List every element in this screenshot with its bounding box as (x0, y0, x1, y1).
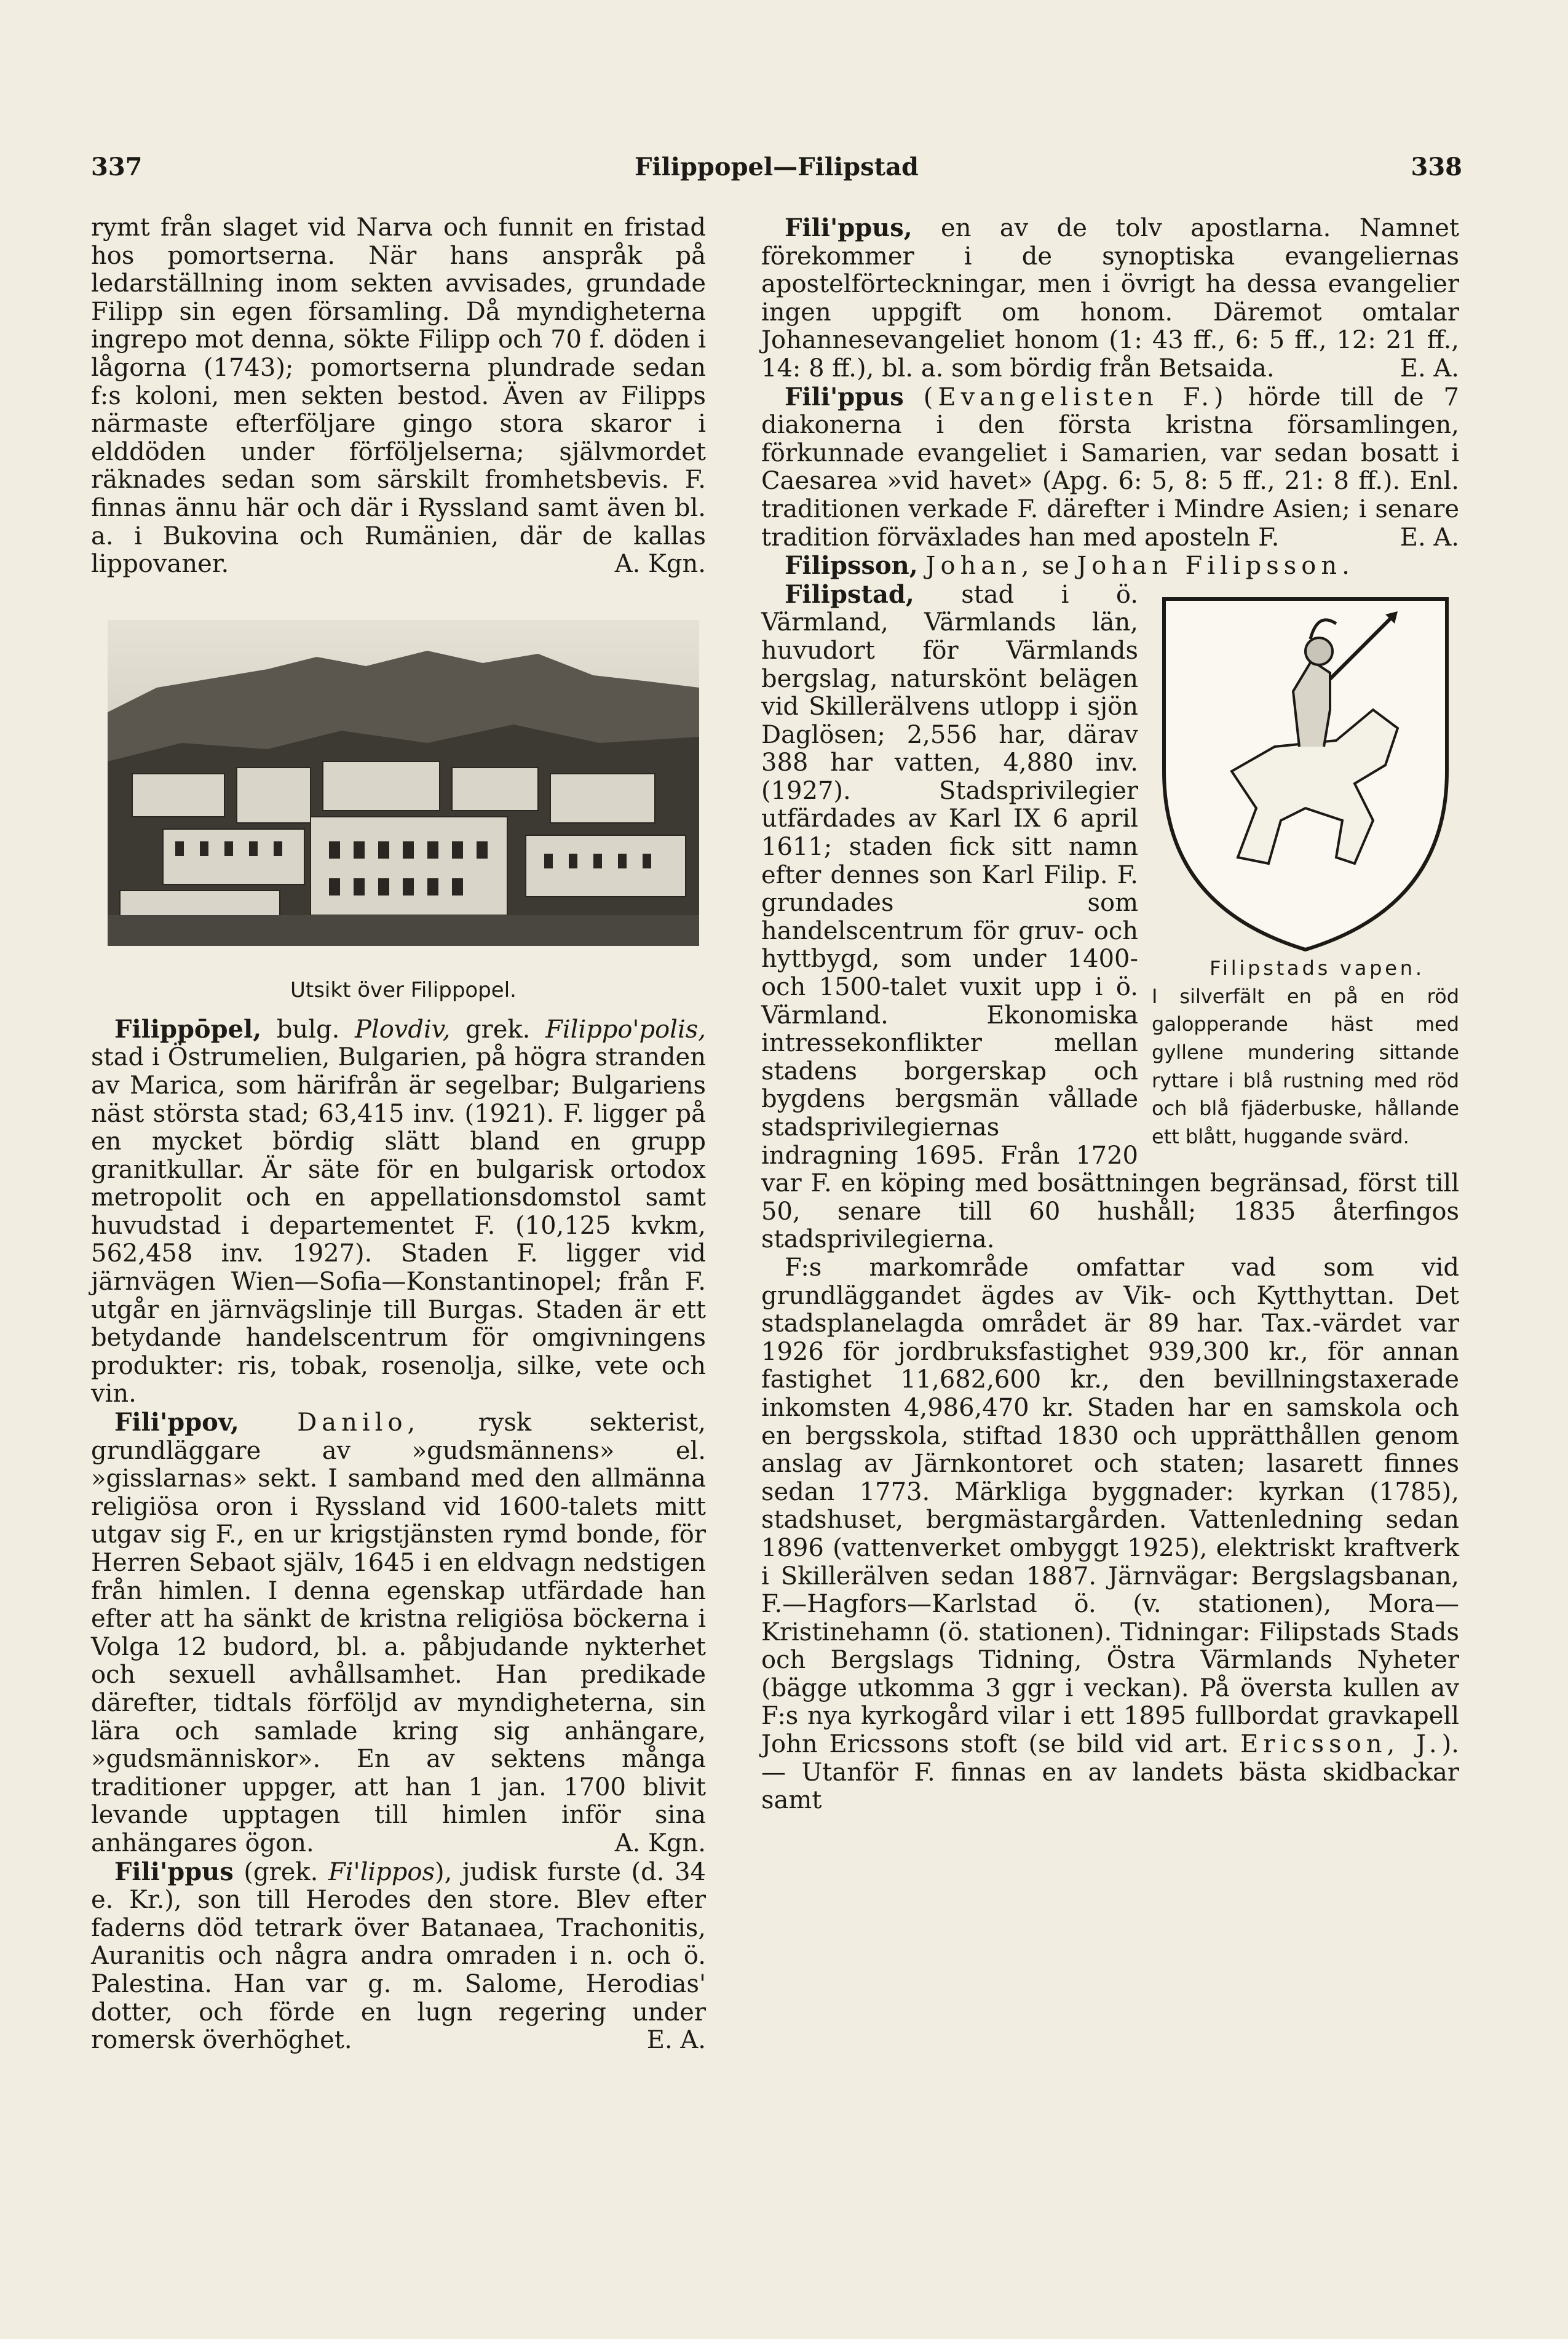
entry-headword: Fili'ppus (114, 1857, 234, 1886)
entry-headword: Filipstad, (785, 579, 914, 609)
entry-headword: Fili'ppov, (114, 1408, 239, 1437)
city-view-photo (108, 620, 699, 946)
signature: E. A. (646, 2026, 706, 2055)
entry-headword: Fili'ppus (785, 382, 904, 411)
entry-filipsson: Filipsson, Johan, se Johan Filipsson. (785, 551, 1355, 581)
coat-of-arms-figure (1152, 587, 1459, 1150)
page-header (91, 153, 1462, 189)
left-column (91, 214, 706, 2055)
coat-of-arms-caption (1152, 956, 1459, 1148)
signature: E. A. (1400, 354, 1459, 383)
signature: A. Kgn. (614, 550, 706, 579)
entry-filippopel: Filippōpel, bulg. Plovdiv, grek. Filippo'polis, stad i Östrumelien, Bulgarien, på högra stranden av Marica, som härifrån är segelbar; Bulgariens näst största stad; 63,415 inv. (1921). F. ligger på en mycket bördig slätt bland en grupp granitkullar. Är säte för en bulgarisk ortodox metropolit och en appellationsdomstol samt huvudstad i departementet F. (10,125 kvkm, 562,458 inv. 1927). Staden F. ligger vid järnvägen Wien—Sofia—Konstantinopel; från F. utgår en järnvägslinje till Burgas. Staden är ett betydande handelscentrum för omgivningens produkter: ris, tobak, rosenolja, silke, vete och vin. (91, 1014, 706, 1408)
entry-filippus-apostle: Fili'ppus, en av de tolv apostlarna. Namnet förekommer i de synoptiska evangeliernas apostelförteckningar, men i övrigt ha dessa evangelier ingen uppgift om honom. Däremot omtalar Johannesevangeliet honom (1: 43 ff., 6: 5 ff., 12: 21 ff., 14: 8 ff.), bl. a. som bördig från Betsaida. E. A. (761, 213, 1459, 383)
signature: E. A. (1400, 523, 1459, 552)
caption-text: I silverfält en på en röd galopperande häst med gyllene mundering sittande ryttare i blå rustning med röd och blå fjäderbuske, hållande ett blått, huggande svärd. (1152, 984, 1459, 1148)
entry-headword: Filipsson, (785, 551, 918, 581)
right-column (761, 214, 1459, 1815)
photo-figure (108, 620, 699, 1003)
entry-filipstad: Filipstads vapen. I silverfält en på en röd galopperande häst med gyllene mundering sittande ryttare i blå rustning med röd och blå fjäderbuske, hållande ett blått, huggande svärd. Filipstad, stad i ö. Värmland, Värmlands län, huvudort för Värmlands bergslag, naturskönt belägen vid Skillerälvens utlopp i sjön Daglösen; 2,556 har, därav 388 har vatten, 4,880 inv. (1927). Stadsprivilegier utfärdades av Karl IX 6 april 1611; staden fick sitt namn efter dennes son Karl Filip. F. grundades som handelscentrum för gruv- och hyttbygd, som under 1400- och 1500-talet vuxit upp i ö. Värmland. Ekonomiska intressekonflikter mellan stadens borgerskap och bygdens bergsmän vållade stadsprivilegiernas indragning 1695. Från 1720 var F. en köping med bosättningen begränsad, först till 50, senare till 60 hushåll; 1835 återfingos stadsprivilegierna. (761, 579, 1459, 1254)
page-number-left: 337 (91, 153, 143, 181)
entry-filippus-herodes: Fili'ppus (grek. Fi'lippos), judisk furste (d. 34 e. Kr.), son till Herodes den store. Blev efter faderns död tetrark över Batanaea, Trachonitis, Auranitis och några andra omraden i n. och ö. Palestina. Han var g. m. Salome, Herodias' dotter, och förde en lugn regering under romersk överhöghet. E. A. (91, 1857, 706, 2055)
entry-headword: Filippōpel, (114, 1014, 262, 1044)
entry-headword: Fili'ppus, (785, 213, 913, 242)
entry-filipstad-continued: F:s markområde omfattar vad som vid grundläggandet ägdes av Vik- och Kytthyttan. Det stadsplanelagda området är 89 har. Tax.-värdet var 1926 för jordbruksfastighet 939,300 kr., för annan fastighet 11,682,600 kr., den bevillningstaxerade inkomsten 4,986,470 kr. Staden har en samskola och en bergsskola, stiftad 1830 och upprätthållen genom anslag av Järnkontoret och staten; lasarett finnes sedan 1773. Märkliga byggnader: kyrkan (1785), stadshuset, bergmästargården. Vattenledning sedan 1896 (vattenverket ombyggt 1925), elektriskt kraftverk i Skillerälven sedan 1887. Järnvägar: Bergslagsbanan, F.—Hagfors—Karlstad ö. (v. stationen), Mora—Kristinehamn (ö. stationen). Tidningar: Filipstads Stads och Bergslags Tidning, Östra Värmlands Nyheter (bägge utkomma 3 ggr i veckan). På översta kullen av F:s nya kyrkogård vilar i ett 1895 fullbordat gravkapell John Ericssons stoft (se bild vid art. Ericsson, J.). — Utanför F. finnas en av landets bästa skidbackar samt (761, 1253, 1459, 1815)
coat-of-arms-image (1152, 587, 1459, 956)
signature: A. Kgn. (614, 1829, 706, 1857)
entry-filippov: Fili'ppov, Danilo, rysk sekterist, grundläggare av »gudsmännens» el. »gisslarnas» sekt. I samband med den allmänna religiösa oron i Ryssland vid 1600-talets mitt utgav sig F., en ur krigstjänsten rymd bonde, för Herren Sebaot själv, 1645 i en eldvagn nedstigen från himlen. I denna egenskap utfärdade han efter att ha sänkt de kristna religiösa böckerna i Volga 12 budord, bl. a. påbjudande nykterhet och sexuell avhållsamhet. Han predikade därefter, tidtals förföljd av myndigheterna, sin lära och samlade kring sig anhängare, »gudsmänniskor». En av sektens många traditioner uppger, att han 1 jan. 1700 blivit levande upptagen till himlen inför sina anhängares ögon. A. Kgn. (91, 1408, 707, 1857)
photo-caption: Utsikt över Filippopel. (290, 978, 517, 1003)
caption-title: Filipstads vapen. (1210, 956, 1425, 980)
page-running-title: Filippopel—Filipstad (634, 153, 919, 181)
page-number-right: 338 (1411, 153, 1462, 181)
entry-filippus-evangelist: Fili'ppus (Evangelisten F.) hörde till de 7 diakonerna i den första kristna församlingen, förkunnade evangeliet i Samarien, var sedan bosatt i Caesarea »vid havet» (Apg. 6: 5, 8: 5 ff., 21: 8 ff.). Enl. traditionen verkade F. därefter i Mindre Asien; i senare tradition förväxlades han med aposteln F. E. A. (761, 382, 1460, 552)
continued-paragraph: rymt från slaget vid Narva och funnit en fristad hos pomortserna. När hans anspråk på ledarställning inom sekten avvisades, grundade Filipp sin egen församling. Då myndigheterna ingrepo mot denna, sökte Filipp och 70 f. döden i lågorna (1743); pomortserna plundrade sedan f:s koloni, men sekten bestod. Även av Filipps närmaste efterföljare gingo stora skaror i elddöden under förföljelserna; självmordet räknades sedan som särskilt fromhetsbevis. F. finnas ännu här och där i Ryssland samt även bl. a. i Bukovina och Rumänien, där de kallas lippovaner. A. Kgn. (91, 213, 706, 579)
